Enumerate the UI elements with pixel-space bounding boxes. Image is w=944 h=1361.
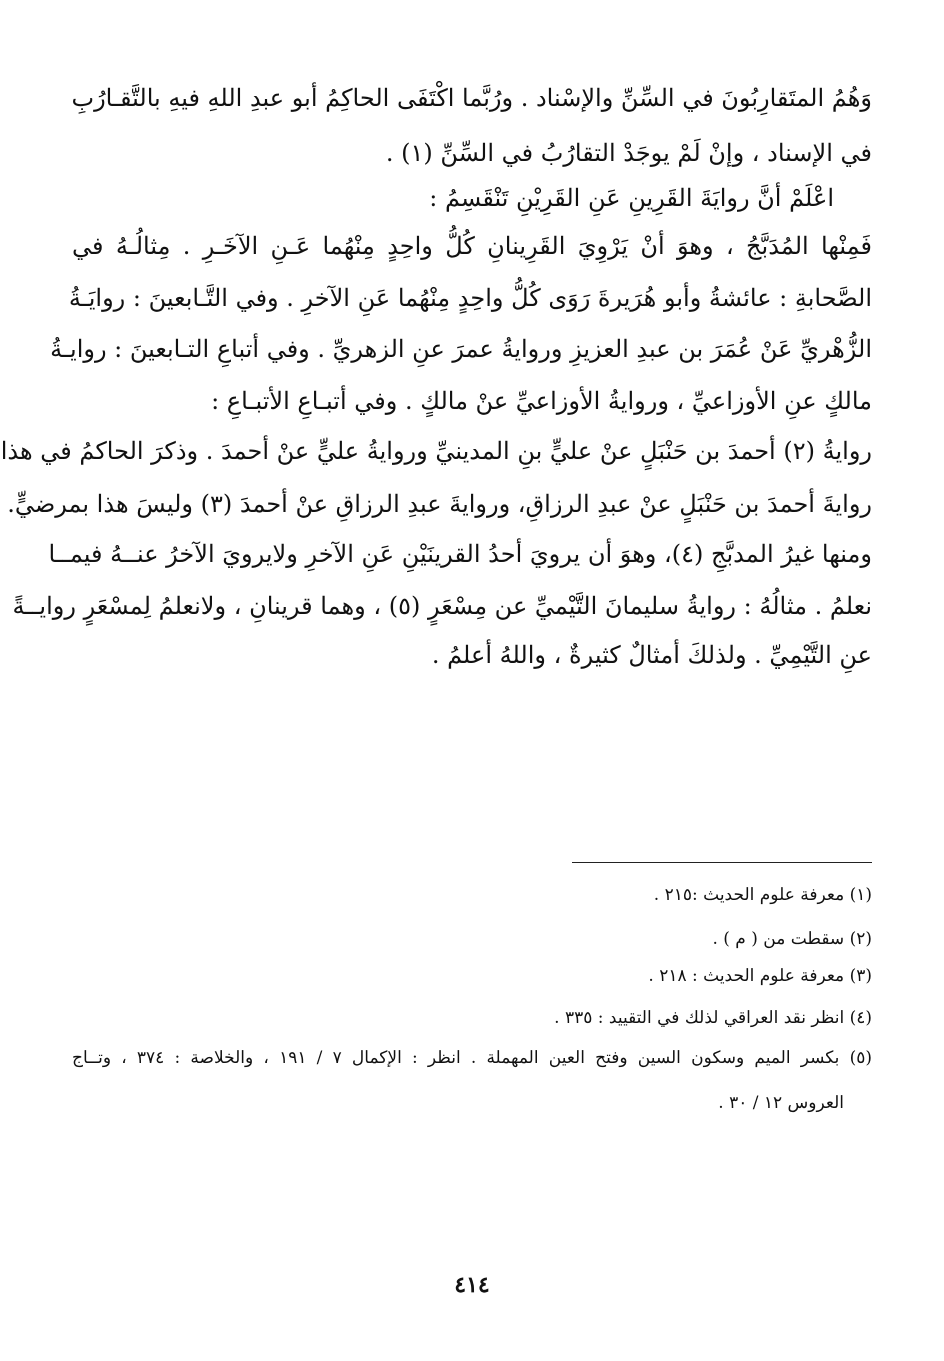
body-line-2: في الإسناد ، وإنْ لَمْ يوجَدْ التقارُبُ في السِّنِّ (١) . bbox=[385, 139, 872, 167]
body-line-3: اعْلَمْ أنَّ روايَةَ القَرِينِ عَنِ القَرِيْنِ تَنْقَسِمُ : bbox=[429, 184, 834, 212]
footnote-1: (١) معرفة علوم الحديث :٢١٥ . bbox=[653, 885, 872, 905]
body-line-1: وَهُمُ المتَقارِبُونَ في السِّنِّ والإسْناد . ورُبَّما اكْتَفَى الحاكِمُ أبو عبدِ اللهِ فيهِ بالتَّقـارُبِ bbox=[71, 84, 872, 112]
body-line-11: نعلمُ . مثالُهُ : روايةُ سليمانَ التَّيْميِّ عن مِسْعَرٍ (٥) ، وهما قرينانِ ، ولانعلمُ لِمسْعَرٍ روايــةً bbox=[12, 592, 872, 620]
page-number: ٤١٤ bbox=[454, 1272, 490, 1298]
body-line-7: مالكٍ عنِ الأوزاعيِّ ، وروايةُ الأوزاعيِّ عنْ مالكٍ . وفي أتبـاعِ الأتبـاعِ : bbox=[211, 387, 872, 415]
footnote-3: (٣) معرفة علوم الحديث : ٢١٨ . bbox=[648, 966, 872, 986]
body-line-6: الزُّهْريِّ عَنْ عُمَرَ بن عبدِ العزيزِ وروايةُ عمرَ عنِ الزهريِّ . وفي أتباعِ التـابعينَ : روايـةُ bbox=[50, 335, 872, 363]
body-line-5: الصَّحابةِ : عائشةُ وأبو هُرَيرةَ رَوَى كُلُّ واحِدٍ مِنْهُما عَنِ الآخرِ . وفي التَّـابعينَ : روايَـةُ bbox=[68, 284, 872, 312]
footnote-separator bbox=[572, 862, 872, 863]
body-line-10: ومنها غيرُ المدبَّجِ (٤)، وهوَ أن يرويَ أحدُ القرينَيْنِ عَنِ الآخرِ ولايرويَ الآخرُ عنــهُ فيمــا bbox=[48, 540, 872, 568]
body-line-9: روايةَ أحمدَ بن حَنْبَلٍ عنْ عبدِ الرزاقِ، وروايةَ عبدِ الرزاقِ عنْ أحمدَ (٣) وليسَ هذا بمرضيٍّ. bbox=[7, 490, 872, 518]
body-line-12: عنِ التَّيْمِيِّ . ولذلكَ أمثالٌ كثيرةٌ ، واللهُ أعلمُ . bbox=[431, 641, 872, 669]
footnote-5-continuation: العروس ١٢ / ٣٠ . bbox=[718, 1093, 844, 1113]
footnote-4: (٤) انظر نقد العراقي لذلك في التقييد : ٣٣٥ . bbox=[554, 1008, 872, 1028]
body-line-4: فَمِنْها المُدَبَّجُ ، وهوَ أنْ يَرْوِيَ القَرِينانِ كُلُّ واحِدٍ مِنْهُما عَـنِ الآخَـرِ . مِثالُـهُ في bbox=[72, 232, 872, 260]
body-line-8: روايةُ (٢) أحمدَ بن حَنْبَلٍ عنْ عليٍّ بنِ المدينيِّ وروايةُ عليٍّ عنْ أحمدَ . وذكرَ الحاكمُ في هذا bbox=[0, 437, 872, 465]
footnote-2: (٢) سقطت من ( م ) . bbox=[712, 929, 872, 949]
footnote-5: (٥) بكسر الميم وسكون السين وفتح العين المهملة . انظر : الإكمال ٧ / ١٩١ ، والخلاصة : ٣٧٤ ، وتــاج bbox=[72, 1048, 872, 1068]
